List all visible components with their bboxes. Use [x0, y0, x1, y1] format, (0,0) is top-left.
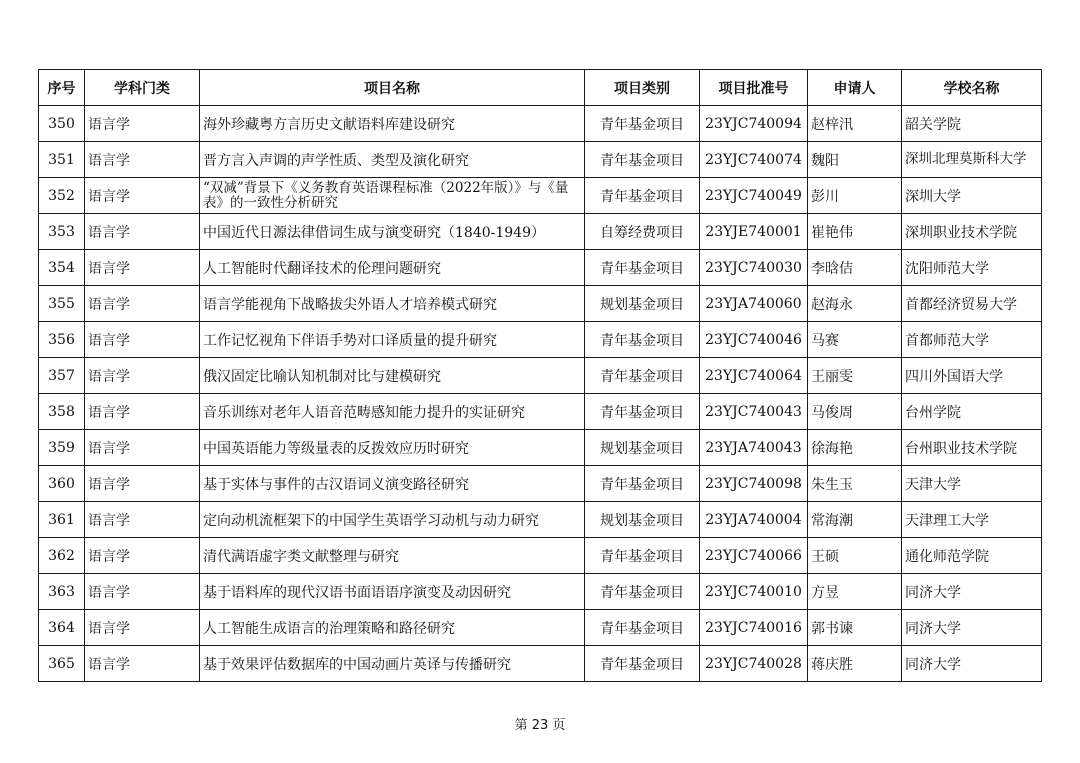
- cell-no: 350: [39, 106, 85, 142]
- table-row: [39, 178, 1042, 214]
- cell-category: 青年基金项目: [585, 574, 700, 610]
- cell-no: 361: [39, 502, 85, 538]
- cell-category: 青年基金项目: [585, 250, 700, 286]
- cell-title: 语言学能视角下战略拔尖外语人才培养模式研究: [200, 286, 585, 322]
- cell-subject: 语言学: [85, 106, 200, 142]
- cell-title: “双减”背景下《义务教育英语课程标准（2022年版）》与《量表》的一致性分析研究: [200, 178, 585, 214]
- table-row: [39, 574, 1042, 610]
- cell-title: 中国近代日源法律借词生成与演变研究（1840-1949）: [200, 214, 585, 250]
- cell-category: 青年基金项目: [585, 538, 700, 574]
- cell-subject: 语言学: [85, 538, 200, 574]
- cell-no: 360: [39, 466, 85, 502]
- cell-applicant: 赵海永: [808, 286, 902, 322]
- cell-code: 23YJC740064: [700, 358, 808, 394]
- cell-subject: 语言学: [85, 214, 200, 250]
- cell-applicant: 赵梓汛: [808, 106, 902, 142]
- cell-title: 基于实体与事件的古汉语词义演变路径研究: [200, 466, 585, 502]
- cell-category: 青年基金项目: [585, 610, 700, 646]
- cell-no: 351: [39, 142, 85, 178]
- cell-applicant: 王丽雯: [808, 358, 902, 394]
- cell-code: 23YJC740094: [700, 106, 808, 142]
- cell-subject: 语言学: [85, 502, 200, 538]
- cell-no: 354: [39, 250, 85, 286]
- header-no: 序号: [39, 70, 85, 106]
- header-applicant: 申请人: [808, 70, 902, 106]
- cell-category: 青年基金项目: [585, 394, 700, 430]
- cell-applicant: 蒋庆胜: [808, 646, 902, 682]
- cell-title: 人工智能时代翻译技术的伦理问题研究: [200, 250, 585, 286]
- cell-category: 青年基金项目: [585, 178, 700, 214]
- cell-title: 海外珍藏粤方言历史文献语料库建设研究: [200, 106, 585, 142]
- cell-subject: 语言学: [85, 574, 200, 610]
- cell-title: 晋方言入声调的声学性质、类型及演化研究: [200, 142, 585, 178]
- cell-school: 同济大学: [902, 610, 1042, 646]
- cell-code: 23YJC740066: [700, 538, 808, 574]
- cell-code: 23YJC740043: [700, 394, 808, 430]
- header-school: 学校名称: [902, 70, 1042, 106]
- cell-no: 363: [39, 574, 85, 610]
- cell-title: 定向动机流框架下的中国学生英语学习动机与动力研究: [200, 502, 585, 538]
- cell-school: 同济大学: [902, 646, 1042, 682]
- cell-subject: 语言学: [85, 322, 200, 358]
- cell-applicant: 彭川: [808, 178, 902, 214]
- cell-code: 23YJC740074: [700, 142, 808, 178]
- cell-category: 青年基金项目: [585, 466, 700, 502]
- cell-code: 23YJC740030: [700, 250, 808, 286]
- cell-code: 23YJC740049: [700, 178, 808, 214]
- cell-no: 356: [39, 322, 85, 358]
- cell-code: 23YJC740098: [700, 466, 808, 502]
- table-row: [39, 646, 1042, 682]
- cell-subject: 语言学: [85, 430, 200, 466]
- cell-school: 深圳大学: [902, 178, 1042, 214]
- cell-title: 中国英语能力等级量表的反拨效应历时研究: [200, 430, 585, 466]
- table-row: [39, 142, 1042, 178]
- cell-category: 规划基金项目: [585, 502, 700, 538]
- cell-school: 韶关学院: [902, 106, 1042, 142]
- cell-no: 362: [39, 538, 85, 574]
- table-header-row: [39, 70, 1042, 106]
- table-row: [39, 466, 1042, 502]
- cell-applicant: 徐海艳: [808, 430, 902, 466]
- cell-subject: 语言学: [85, 250, 200, 286]
- cell-title: 基于效果评估数据库的中国动画片英译与传播研究: [200, 646, 585, 682]
- cell-code: 23YJA740043: [700, 430, 808, 466]
- cell-title: 清代满语虚字类文献整理与研究: [200, 538, 585, 574]
- cell-title: 音乐训练对老年人语音范畴感知能力提升的实证研究: [200, 394, 585, 430]
- table-row: [39, 502, 1042, 538]
- cell-category: 规划基金项目: [585, 286, 700, 322]
- cell-applicant: 李晗佶: [808, 250, 902, 286]
- cell-school: 四川外国语大学: [902, 358, 1042, 394]
- cell-title: 基于语料库的现代汉语书面语语序演变及动因研究: [200, 574, 585, 610]
- cell-subject: 语言学: [85, 466, 200, 502]
- cell-applicant: 王硕: [808, 538, 902, 574]
- table-row: [39, 610, 1042, 646]
- header-code: 项目批准号: [700, 70, 808, 106]
- cell-applicant: 魏阳: [808, 142, 902, 178]
- header-subject: 学科门类: [85, 70, 200, 106]
- cell-no: 353: [39, 214, 85, 250]
- cell-no: 359: [39, 430, 85, 466]
- cell-school: 天津理工大学: [902, 502, 1042, 538]
- table-row: [39, 358, 1042, 394]
- cell-category: 青年基金项目: [585, 106, 700, 142]
- table-row: [39, 106, 1042, 142]
- cell-title: 人工智能生成语言的治理策略和路径研究: [200, 610, 585, 646]
- table-row: [39, 286, 1042, 322]
- cell-category: 自筹经费项目: [585, 214, 700, 250]
- cell-applicant: 马俊周: [808, 394, 902, 430]
- table-row: [39, 214, 1042, 250]
- cell-category: 青年基金项目: [585, 142, 700, 178]
- cell-subject: 语言学: [85, 394, 200, 430]
- cell-code: 23YJC740046: [700, 322, 808, 358]
- cell-school: 首都经济贸易大学: [902, 286, 1042, 322]
- cell-school: 同济大学: [902, 574, 1042, 610]
- cell-subject: 语言学: [85, 646, 200, 682]
- cell-category: 青年基金项目: [585, 358, 700, 394]
- cell-code: 23YJE740001: [700, 214, 808, 250]
- cell-code: 23YJC740028: [700, 646, 808, 682]
- cell-school: 沈阳师范大学: [902, 250, 1042, 286]
- cell-applicant: 常海潮: [808, 502, 902, 538]
- table-row: [39, 394, 1042, 430]
- cell-title: 俄汉固定比喻认知机制对比与建模研究: [200, 358, 585, 394]
- cell-subject: 语言学: [85, 358, 200, 394]
- cell-code: 23YJC740010: [700, 574, 808, 610]
- cell-applicant: 崔艳伟: [808, 214, 902, 250]
- cell-school: 台州职业技术学院: [902, 430, 1042, 466]
- cell-school: 深圳北理莫斯科大学: [902, 142, 1042, 178]
- cell-code: 23YJC740016: [700, 610, 808, 646]
- cell-applicant: 马赛: [808, 322, 902, 358]
- cell-category: 青年基金项目: [585, 322, 700, 358]
- cell-no: 355: [39, 286, 85, 322]
- cell-category: 青年基金项目: [585, 646, 700, 682]
- cell-applicant: 朱生玉: [808, 466, 902, 502]
- header-title: 项目名称: [200, 70, 585, 106]
- project-table: [38, 69, 1042, 682]
- cell-subject: 语言学: [85, 610, 200, 646]
- cell-code: 23YJA740060: [700, 286, 808, 322]
- table-row: [39, 250, 1042, 286]
- cell-no: 358: [39, 394, 85, 430]
- cell-subject: 语言学: [85, 178, 200, 214]
- cell-category: 规划基金项目: [585, 430, 700, 466]
- table-row: [39, 322, 1042, 358]
- cell-no: 365: [39, 646, 85, 682]
- cell-title: 工作记忆视角下伴语手势对口译质量的提升研究: [200, 322, 585, 358]
- cell-school: 首都师范大学: [902, 322, 1042, 358]
- cell-school: 深圳职业技术学院: [902, 214, 1042, 250]
- cell-school: 通化师范学院: [902, 538, 1042, 574]
- cell-school: 天津大学: [902, 466, 1042, 502]
- cell-no: 364: [39, 610, 85, 646]
- header-category: 项目类别: [585, 70, 700, 106]
- cell-applicant: 郭书谏: [808, 610, 902, 646]
- cell-subject: 语言学: [85, 286, 200, 322]
- cell-applicant: 方昱: [808, 574, 902, 610]
- table-row: [39, 538, 1042, 574]
- cell-code: 23YJA740004: [700, 502, 808, 538]
- cell-no: 352: [39, 178, 85, 214]
- page-number: 第 23 页: [514, 718, 566, 733]
- cell-no: 357: [39, 358, 85, 394]
- table-row: [39, 430, 1042, 466]
- cell-subject: 语言学: [85, 142, 200, 178]
- cell-school: 台州学院: [902, 394, 1042, 430]
